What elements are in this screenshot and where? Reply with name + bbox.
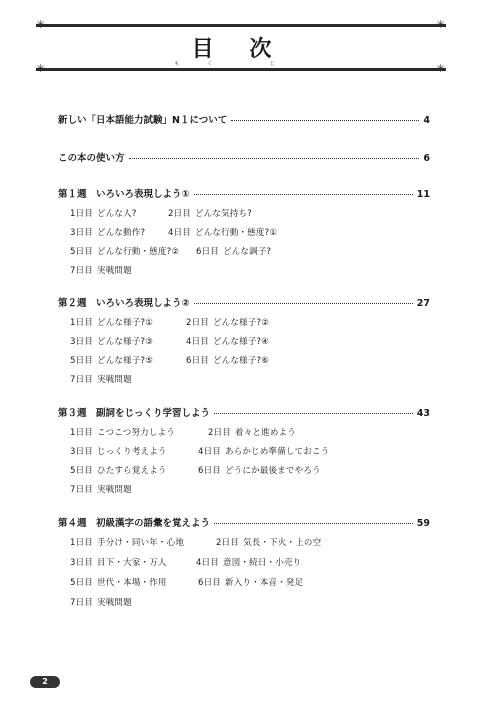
day-entry[interactable]: 5日目 世代・本場・作用 bbox=[70, 578, 167, 588]
day-entry[interactable]: 7日目 実戦問題 bbox=[70, 375, 132, 385]
day-entry[interactable]: 1日目 どんな人? bbox=[70, 209, 137, 219]
day-entry[interactable]: 2日目 着々と進めよう bbox=[208, 428, 296, 438]
toc-label: 第４週 初級漢字の語彙を覚えよう bbox=[58, 518, 211, 529]
toc-label: 新しい「日本語能力試験」N１について bbox=[58, 115, 228, 126]
toc-page: 27 bbox=[416, 298, 430, 309]
star-ornament: ✳ bbox=[36, 18, 46, 31]
toc-week-2[interactable] bbox=[58, 295, 430, 309]
leader-dots bbox=[194, 303, 413, 304]
page-number-badge: 2 bbox=[30, 676, 60, 688]
header-rule-top bbox=[36, 24, 446, 27]
day-entry[interactable]: 3日目 目下・大家・万人 bbox=[70, 558, 167, 568]
day-entry[interactable]: 5日目 ひたすら覚えよう bbox=[70, 466, 167, 476]
day-entry[interactable]: 7日目 実戦問題 bbox=[70, 485, 132, 495]
day-entry[interactable]: 1日目 こつこつ努力しよう bbox=[70, 428, 175, 438]
toc-week-1[interactable] bbox=[58, 186, 430, 200]
toc-page: 43 bbox=[416, 408, 430, 419]
day-entry[interactable]: 3日目 どんな動作? bbox=[70, 228, 146, 238]
day-entry[interactable]: 2日目 どんな気持ち? bbox=[168, 209, 252, 219]
day-entry[interactable]: 5日目 どんな行動・態度?② bbox=[70, 247, 180, 257]
toc-usage[interactable] bbox=[58, 150, 430, 164]
day-entry[interactable]: 2日目 どんな様子?② bbox=[186, 318, 270, 328]
toc-page: 6 bbox=[423, 153, 430, 164]
toc-label: 第２週 いろいろ表現しよう② bbox=[58, 298, 190, 309]
leader-dots bbox=[231, 120, 419, 121]
day-entry[interactable]: 3日目 どんな様子?③ bbox=[70, 337, 154, 347]
toc-page: 4 bbox=[423, 115, 430, 126]
day-entry[interactable]: 6日目 新入り・本音・発足 bbox=[198, 578, 304, 588]
day-entry[interactable]: 1日目 どんな様子?① bbox=[70, 318, 154, 328]
day-entry[interactable]: 5日目 どんな様子?⑤ bbox=[70, 356, 154, 366]
page-title: 目 次 bbox=[191, 36, 286, 62]
day-entry[interactable]: 1日目 手分け・同い年・心地 bbox=[70, 538, 185, 548]
day-entry[interactable]: 7日目 実戦問題 bbox=[70, 598, 132, 608]
day-entry[interactable]: 2日目 気長・下火・上の空 bbox=[216, 538, 322, 548]
page-title-ruby: もく じ bbox=[174, 61, 303, 67]
leader-dots bbox=[214, 413, 413, 414]
leader-dots bbox=[129, 158, 420, 159]
star-ornament: ✳ bbox=[436, 18, 446, 31]
toc-page: 11 bbox=[416, 189, 430, 200]
day-entry[interactable]: 6日目 どうにか最後までやろう bbox=[198, 466, 321, 476]
toc-week-3[interactable] bbox=[58, 405, 430, 419]
day-entry[interactable]: 4日目 どんな行動・態度?① bbox=[168, 228, 278, 238]
day-entry[interactable]: 6日目 どんな様子?⑥ bbox=[186, 356, 270, 366]
day-entry[interactable]: 4日目 意図・続日・小売り bbox=[196, 558, 302, 568]
day-entry[interactable]: 3日目 じっくり考えよう bbox=[70, 447, 167, 457]
day-entry[interactable]: 4日目 どんな様子?④ bbox=[186, 337, 270, 347]
toc-week-4[interactable] bbox=[58, 515, 430, 529]
toc-label: 第３週 副詞をじっくり学習しよう bbox=[58, 408, 211, 419]
header-rule-bottom bbox=[36, 68, 446, 71]
day-entry[interactable]: 6日目 どんな調子? bbox=[196, 247, 272, 257]
day-entry[interactable]: 4日目 あらかじめ準備しておこう bbox=[198, 447, 330, 457]
leader-dots bbox=[214, 523, 413, 524]
day-entry[interactable]: 7日目 実戦問題 bbox=[70, 266, 132, 276]
toc-intro[interactable] bbox=[58, 112, 430, 126]
toc-page: 59 bbox=[416, 518, 430, 529]
leader-dots bbox=[194, 194, 413, 195]
star-ornament: ✳ bbox=[436, 62, 446, 75]
toc-label: 第１週 いろいろ表現しよう① bbox=[58, 189, 190, 200]
star-ornament: ✳ bbox=[36, 62, 46, 75]
toc-label: この本の使い方 bbox=[58, 153, 125, 164]
